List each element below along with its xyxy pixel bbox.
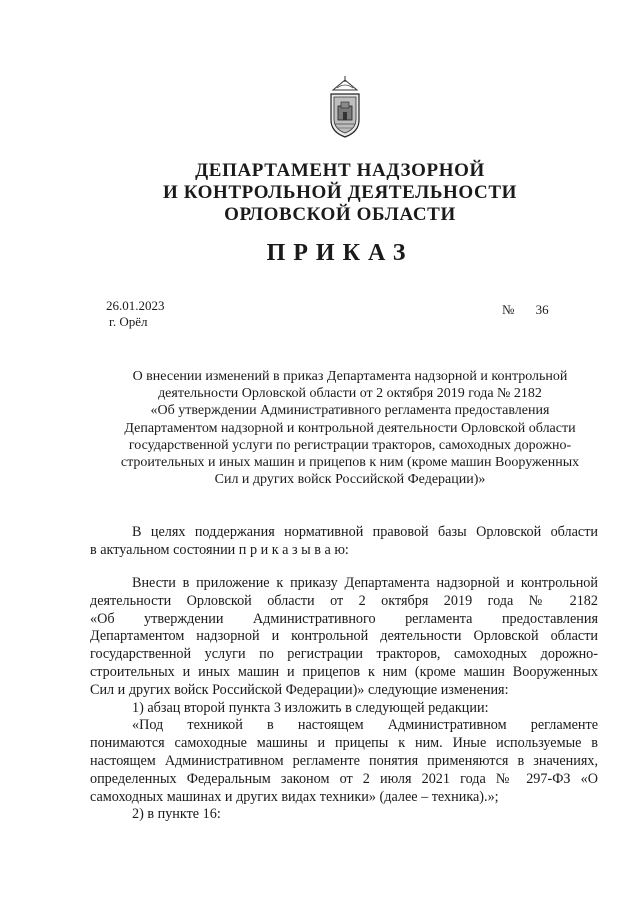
- number-sign: №: [502, 302, 515, 317]
- dept-line: ОРЛОВСКОЙ ОБЛАСТИ: [224, 204, 456, 225]
- subject-line: «Об утверждении Административного регламента предоставления: [150, 403, 550, 419]
- preamble-paragraph: [90, 524, 598, 560]
- body-line: в актуальном состоянии п р и к а з ы в а ю:: [90, 541, 349, 558]
- coat-of-arms-emblem: [325, 76, 365, 138]
- subject-line: Департаментом надзорной и контрольной деятельности Орловской области: [124, 420, 576, 436]
- body-line: деятельности Орловской области от 2 октября 2019 года № 2182: [90, 592, 598, 609]
- subject-line: деятельности Орловской области от 2 октября 2019 года № 2182: [158, 386, 542, 402]
- department-name: [150, 160, 530, 226]
- body-line: строительных и иных машин и прицепов к ним (кроме машин Вооруженных: [90, 663, 598, 680]
- main-paragraph: [90, 575, 598, 824]
- body-line: понимаются самоходные машины и прицепы к ним. Иные используемые в: [90, 735, 598, 752]
- body-line: определенных Федеральным законом от 2 июля 2021 года № 297-ФЗ «О: [90, 770, 598, 787]
- number-value: 36: [535, 302, 549, 317]
- body-line: государственной услуги по регистрации тракторов, самоходных дорожно-: [90, 646, 598, 663]
- body-line: Внести в приложение к приказу Департамента надзорной и контрольной: [132, 575, 598, 591]
- order-number: [502, 302, 549, 318]
- body-line: Департаментом надзорной и контрольной деятельности Орловской области: [90, 628, 598, 645]
- body-line: Сил и других войск Российской Федерации)» следующие изменения:: [90, 681, 509, 698]
- order-city: г. Орёл: [109, 314, 148, 329]
- order-date: 26.01.2023: [106, 298, 165, 313]
- body-line: В целях поддержания нормативной правовой базы Орловской области: [132, 524, 598, 540]
- order-subject: [80, 368, 620, 488]
- body-line: «Под техникой в настоящем Административном регламенте: [132, 717, 598, 734]
- body-line: «Об утверждении Административного регламента предоставления: [90, 610, 598, 627]
- subject-line: О внесении изменений в приказ Департамента надзорной и контрольной: [132, 369, 568, 384]
- dept-line: И КОНТРОЛЬНОЙ ДЕЯТЕЛЬНОСТИ: [162, 182, 518, 203]
- subject-line: Сил и других войск Российской Федерации)»: [214, 472, 486, 488]
- body-line: самоходных машинах и других видах техники» (далее – техника).»;: [90, 788, 499, 805]
- body-line: 1) абзац второй пункта 3 изложить в следующей редакции:: [132, 699, 489, 716]
- body-line: настоящем Административном регламенте понятия применяются в значениях,: [90, 752, 598, 769]
- subject-line: строительных и иных машин и прицепов к ним (кроме машин Вооруженных: [120, 455, 580, 471]
- body-line: 2) в пункте 16:: [132, 806, 221, 823]
- subject-line: государственной услуги по регистрации тракторов, самоходных дорожно-: [128, 437, 572, 453]
- dept-line: ДЕПАРТАМЕНТ НАДЗОРНОЙ: [195, 160, 485, 181]
- document-type-title: ПРИКАЗ: [266, 240, 414, 266]
